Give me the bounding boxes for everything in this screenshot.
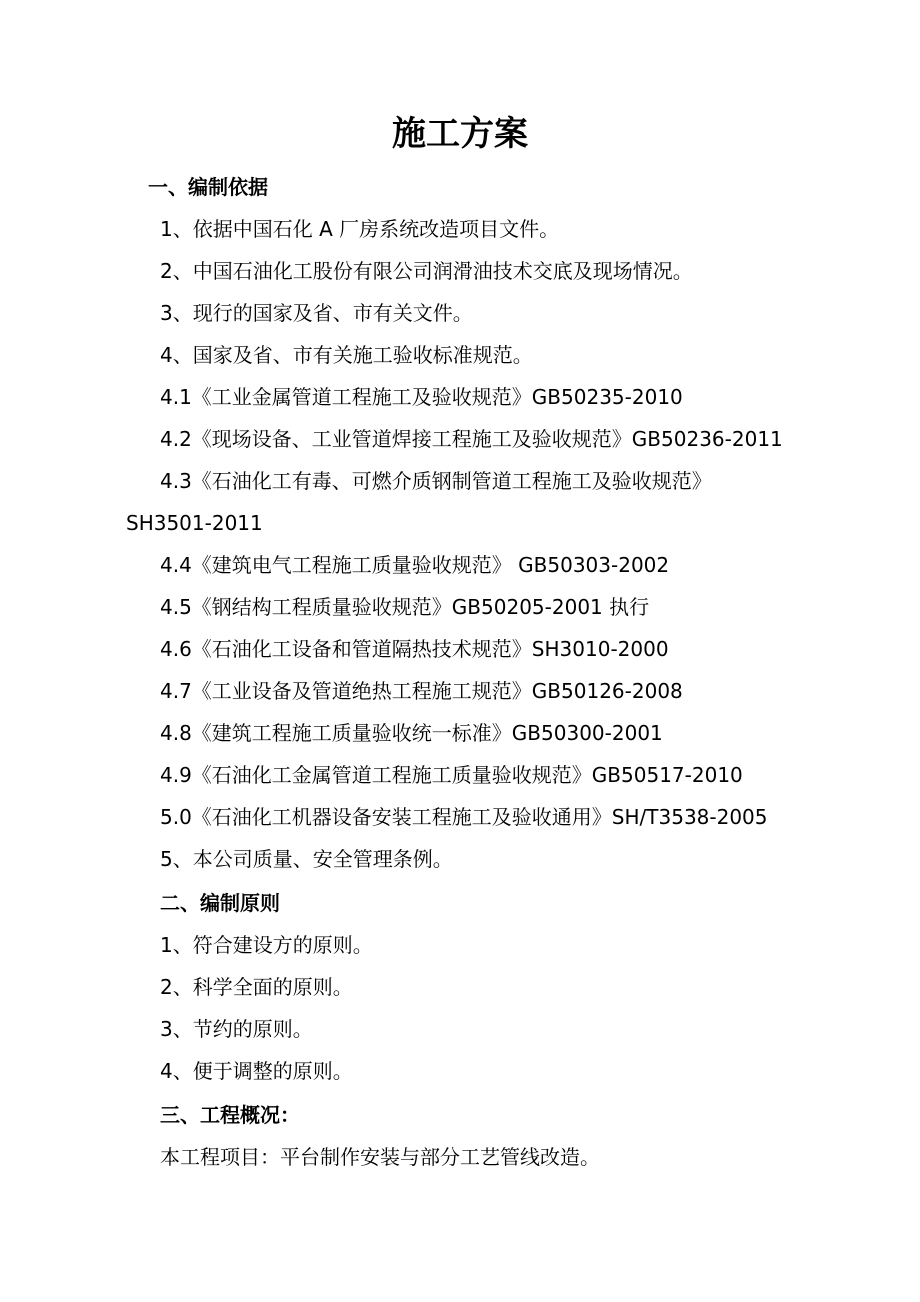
principle-item-3: 3、节约的原则。 [160, 1017, 313, 1041]
section-heading-principles: 二、编制原则 [160, 891, 280, 915]
basis-item-4: 4、国家及省、市有关施工验收标准规范。 [160, 343, 533, 367]
basis-item-5: 5、本公司质量、安全管理条例。 [160, 847, 453, 871]
standard-item-4-3-code: SH3501-2011 [126, 511, 263, 535]
standard-item-4-8: 4.8《建筑工程施工质量验收统一标准》GB50300-2001 [160, 721, 663, 745]
standard-item-4-5: 4.5《钢结构工程质量验收规范》GB50205-2001 执行 [160, 595, 650, 619]
principle-item-1: 1、符合建设方的原则。 [160, 933, 373, 957]
section-heading-basis: 一、编制依据 [148, 175, 268, 199]
basis-item-1: 1、依据中国石化 A 厂房系统改造项目文件。 [160, 217, 560, 241]
standard-item-4-4: 4.4《建筑电气工程施工质量验收规范》 GB50303-2002 [160, 553, 670, 577]
standard-item-5-0: 5.0《石油化工机器设备安装工程施工及验收通用》SH/T3538-2005 [160, 805, 768, 829]
document-title: 施工方案 [392, 114, 528, 154]
overview-item-1: 本工程项目：平台制作安装与部分工艺管线改造。 [160, 1145, 600, 1169]
basis-item-2: 2、中国石油化工股份有限公司润滑油技术交底及现场情况。 [160, 259, 693, 283]
section-heading-overview: 三、工程概况： [160, 1103, 300, 1127]
standard-item-4-2: 4.2《现场设备、工业管道焊接工程施工及验收规范》GB50236-2011 [160, 427, 783, 451]
standard-item-4-7: 4.7《工业设备及管道绝热工程施工规范》GB50126-2008 [160, 679, 683, 703]
standard-item-4-9: 4.9《石油化工金属管道工程施工质量验收规范》GB50517-2010 [160, 763, 743, 787]
basis-item-3: 3、现行的国家及省、市有关文件。 [160, 301, 473, 325]
standard-item-4-3: 4.3《石油化工有毒、可燃介质钢制管道工程施工及验收规范》 [160, 469, 712, 493]
principle-item-4: 4、便于调整的原则。 [160, 1059, 353, 1083]
principle-item-2: 2、科学全面的原则。 [160, 975, 353, 999]
standard-item-4-6: 4.6《石油化工设备和管道隔热技术规范》SH3010-2000 [160, 637, 669, 661]
standard-item-4-1: 4.1《工业金属管道工程施工及验收规范》GB50235-2010 [160, 385, 683, 409]
